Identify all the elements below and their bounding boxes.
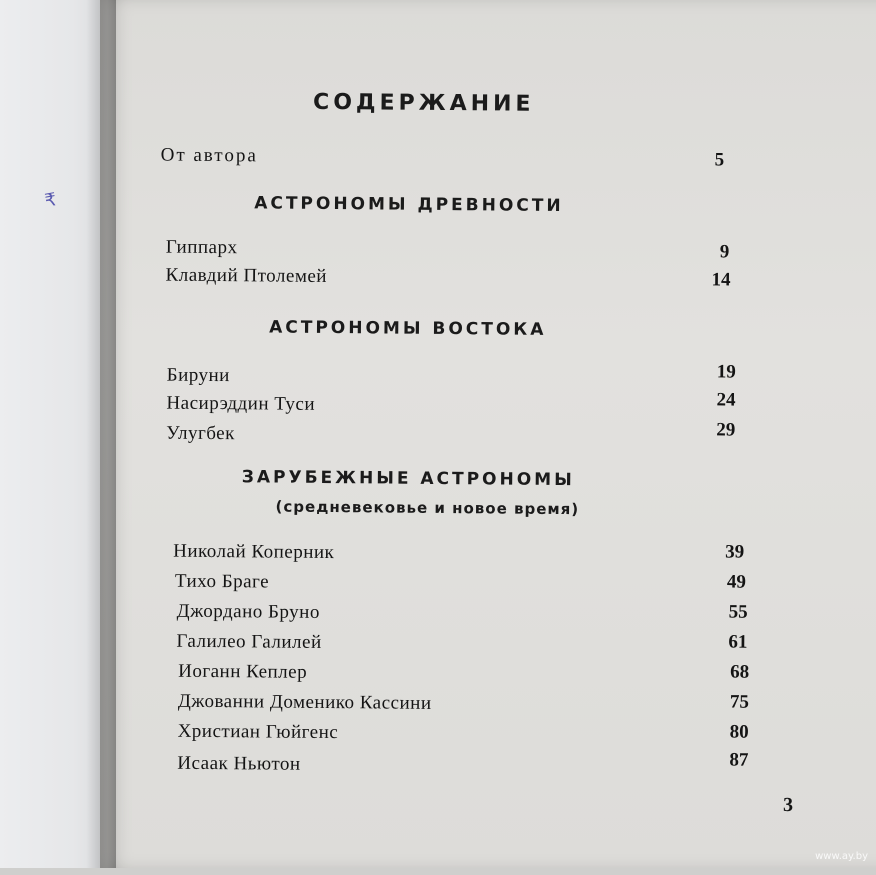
- toc-entry-page: 49: [726, 571, 747, 593]
- toc-entry-page: 55: [728, 601, 748, 623]
- toc-entry-label: Николай Коперник: [173, 540, 335, 564]
- toc-entry-label: Джордано Бруно: [176, 600, 320, 623]
- toc-entry-label: Галилео Галилей: [176, 630, 322, 653]
- section-heading: АСТРОНОМЫ ВОСТОКА: [269, 317, 547, 340]
- toc-entry-page: 29: [716, 419, 736, 441]
- page-content: [92, 0, 876, 875]
- toc-entry-page: 9: [719, 241, 730, 263]
- toc-entry-label: Клавдий Птолемей: [165, 264, 328, 287]
- toc-entry-label: Бируни: [166, 364, 230, 387]
- toc-entry-page: 14: [711, 269, 731, 291]
- page-title: СОДЕРЖАНИЕ: [313, 89, 535, 117]
- toc-entry-label: Улугбек: [166, 422, 235, 445]
- toc-entry-label: Христиан Гюйгенс: [177, 720, 339, 744]
- toc-entry-page: 87: [729, 749, 749, 771]
- toc-entry-label: Исаак Ньютон: [177, 752, 301, 775]
- toc-entry-page: 19: [716, 361, 736, 383]
- toc-entry-label: Тихо Браге: [174, 570, 270, 593]
- toc-entry-label: Насирэддин Туси: [166, 392, 316, 415]
- section-subheading: (средневековье и новое время): [275, 497, 580, 519]
- watermark: www.ay.by: [815, 851, 868, 862]
- section-heading: АСТРОНОМЫ ДРЕВНОСТИ: [254, 193, 564, 217]
- page-number: 3: [782, 793, 794, 817]
- toc-entry-label: Гиппарх: [165, 236, 238, 259]
- book-gutter-shadow: [86, 0, 116, 868]
- toc-entry-page: 5: [714, 149, 725, 171]
- toc-entry-label: От автора: [160, 144, 258, 167]
- toc-entry-label: Иоганн Кеплер: [178, 660, 308, 683]
- contents-page: [100, 0, 876, 868]
- toc-entry-page: 75: [729, 691, 749, 713]
- toc-entry-label: Джованни Доменико Кассини: [177, 690, 432, 714]
- toc-entry-page: 80: [729, 721, 749, 743]
- toc-entry-page: 24: [716, 389, 736, 411]
- toc-entry-page: 39: [725, 541, 745, 563]
- toc-entry-page: 68: [730, 661, 750, 683]
- ink-mark: ₹: [43, 189, 59, 212]
- section-heading: ЗАРУБЕЖНЫЕ АСТРОНОМЫ: [241, 467, 575, 491]
- toc-entry-page: 61: [728, 631, 748, 653]
